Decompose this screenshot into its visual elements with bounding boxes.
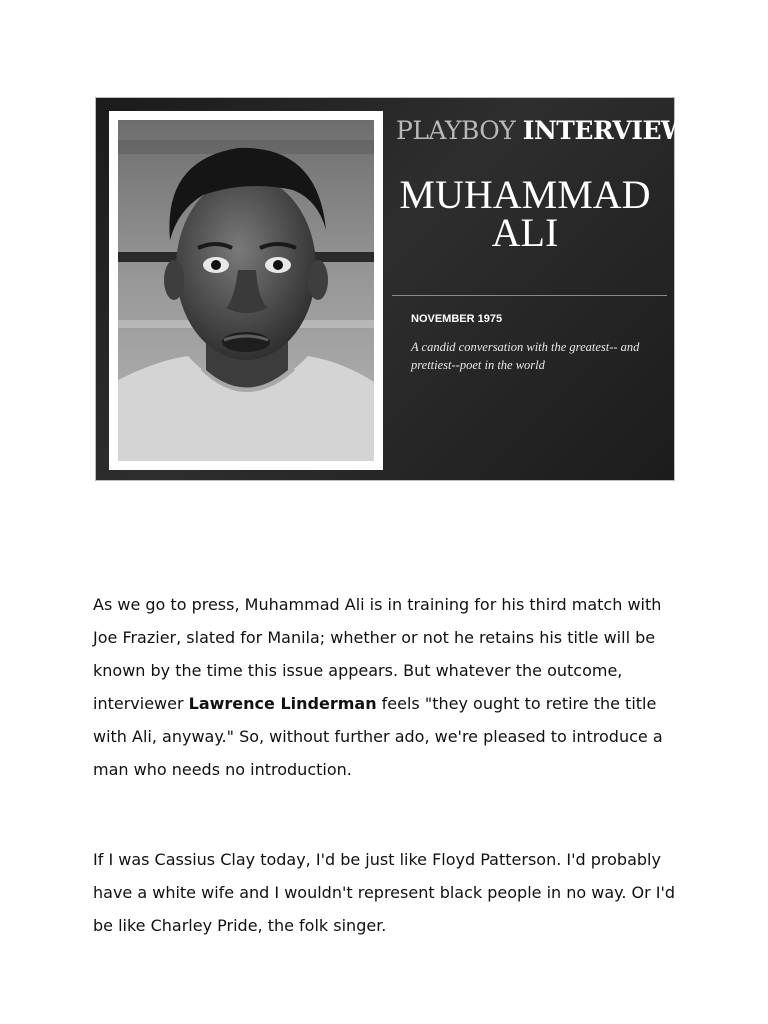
quote-paragraph: If I was Cassius Clay today, I'd be just like Floyd Patterson. I'd probably have a white wife and I wouldn't represent black people in no way. Or I'd be like Charley Pride, the folk singer. xyxy=(93,850,676,935)
interview-label: INTERVIEW: xyxy=(522,116,696,145)
issue-date: NOVEMBER 1975 xyxy=(411,313,503,325)
intro-paragraph xyxy=(93,588,683,786)
magazine-brand: PLAYBOY xyxy=(396,116,516,145)
interview-header-banner xyxy=(95,97,696,481)
article-body xyxy=(93,588,683,999)
tagline: A candid conversation with the greatest-- and prettiest--poet in the world xyxy=(411,340,640,372)
intro-text-part1: As we go to press, Muhammad Ali is in training for his third match with Joe Frazier, slated for Manila; whether or not he retains his title will be known by the time this issue appears. But whatever the outcome, interviewer xyxy=(93,595,662,713)
portrait-photo-frame xyxy=(109,111,383,470)
divider-rule xyxy=(392,295,667,296)
intro-text-part2: feels "they ought to retire the title with Ali, anyway." So, without further ado, we're pleased to introduce a man who needs no introduction. xyxy=(93,694,663,779)
interview-kicker xyxy=(396,116,696,145)
subject-name: MUHAMMAD ALI xyxy=(399,172,651,255)
interviewer-name: Lawrence Linderman xyxy=(188,694,377,713)
portrait-photo xyxy=(118,120,374,461)
title-block xyxy=(386,98,696,480)
